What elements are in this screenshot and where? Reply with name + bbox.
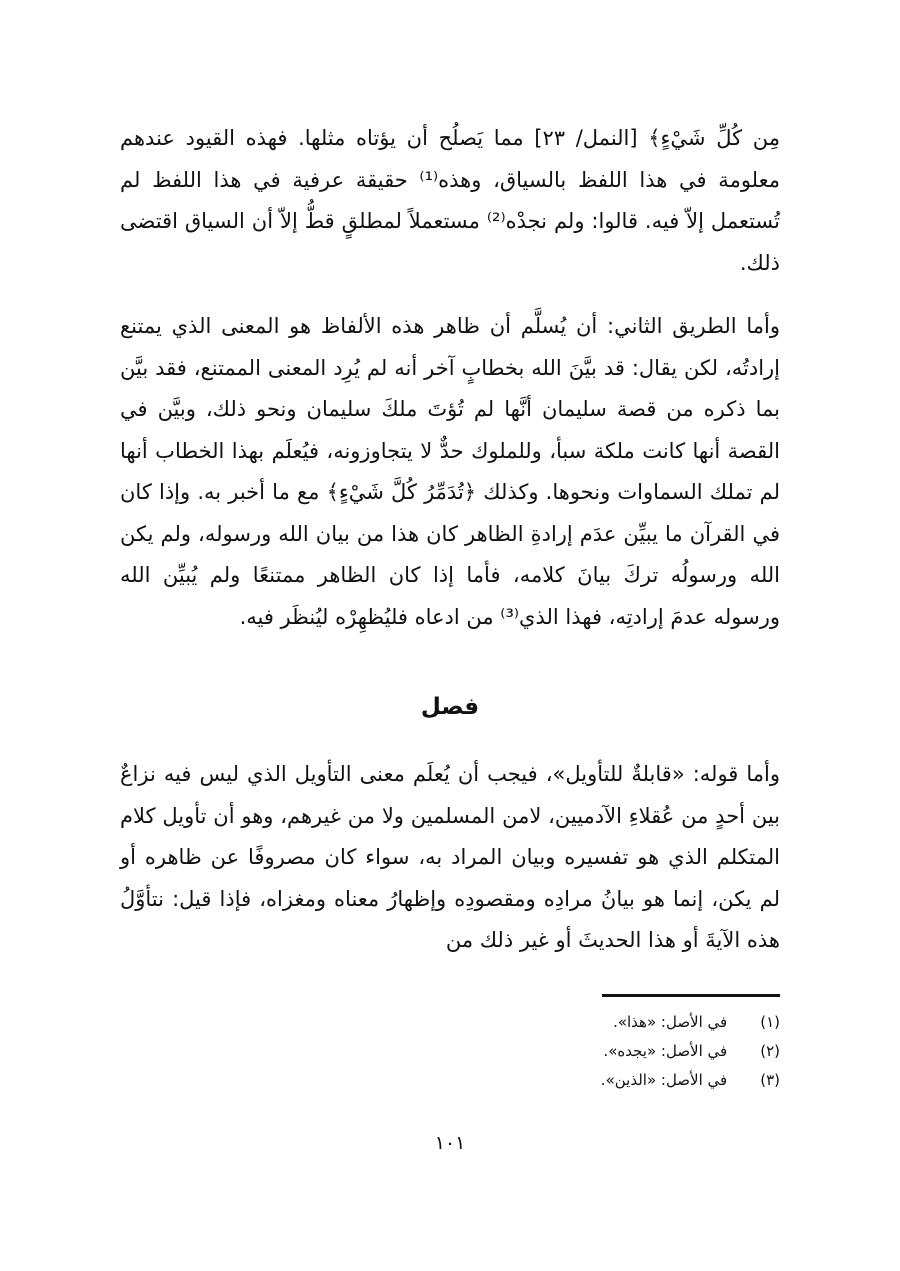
footnote-number: (٢) <box>760 1042 780 1060</box>
book-page <box>120 0 780 1271</box>
footnote-number: (٣) <box>760 1071 780 1089</box>
body-paragraph-2: وأما الطريق الثاني: أن يُسلَّم أن ظاهر هذه الألفاظ هو المعنى الذي يمتنع إرادتُه، لكن يقال: قد بيَّنَ الله بخطابٍ آخر أنه لم يُرِد المعنى الممتنع، فقد بيَّن بما ذكره من قصة سليمان أنَّها لم تُؤتَ ملكَ سليمان ونحو ذلك، وبيَّن في القصة أنها كانت ملكة سبأ، وللملوك حدٌّ لا يتجاوزونه، فيُعلَم بهذا الخطاب أنها لم تملك السماوات ونحوها. وكذلك ﴿تُدَمِّرُ كُلَّ شَيْءٍ﴾ مع ما أخبر به. وإذا كان في القرآن ما يبيِّن عدَم إرادةِ الظاهر كان هذا من بيان الله ورسوله، ولم يكن الله ورسولُه تركَ بيانَ كلامه، فأما إذا كان الظاهر ممتنعًا ولم يُبيِّن الله ورسوله عدمَ إرادتِه، فهذا الذي⁽³⁾ من ادعاه فليُظهِرْه ليُنظَر فيه. <box>120 314 780 629</box>
footnote-divider <box>602 994 780 997</box>
footnote-number: (١) <box>760 1013 780 1031</box>
section-heading: فصل <box>420 694 480 720</box>
footnote-text: في الأصل: «الذين». <box>600 1071 728 1089</box>
footnote-text: في الأصل: «يجده». <box>603 1042 728 1060</box>
footnotes <box>120 1008 780 1095</box>
footnote-2 <box>120 1037 780 1066</box>
body-paragraph-1: مِن كُلِّ شَيْءٍ﴾ [النمل/ ٢٣] مما يَصلُح أن يؤتاه مثلها. فهذه القيود عندهم معلومة في هذا اللفظ بالسياق، وهذه⁽¹⁾ حقيقة عرفية في هذا اللفظ لم تُستعمل إلاّ فيه. قالوا: ولم نجدْه⁽²⁾ مستعملاً لمطلقٍ قطُّ إلاّ أن السياق اقتضى ذلك. <box>120 126 781 275</box>
footnote-text: في الأصل: «هذا». <box>613 1013 728 1031</box>
body-paragraph-3: وأما قوله: «قابلةٌ للتأويل»، فيجب أن يُعلَم معنى التأويل الذي ليس فيه نزاعٌ بين أحدٍ من عُقلاءِ الآدميين، لامن المسلمين ولا من غيرهم، وهو أن تأويل كلام المتكلم الذي هو تفسيره وبيان المراد به، سواء كان مصروفًا عن ظاهره أو لم يكن، إنما هو بيانُ مرادِه ومقصودِه وإظهارُ معناه ومغزاه، فإذا قيل: نتأوَّلُ هذه الآيةَ أو هذا الحديثَ أو غير ذلك من <box>120 762 780 952</box>
footnote-1 <box>120 1008 780 1037</box>
page-number: ١٠١ <box>434 1132 466 1154</box>
footnote-3 <box>120 1066 780 1095</box>
